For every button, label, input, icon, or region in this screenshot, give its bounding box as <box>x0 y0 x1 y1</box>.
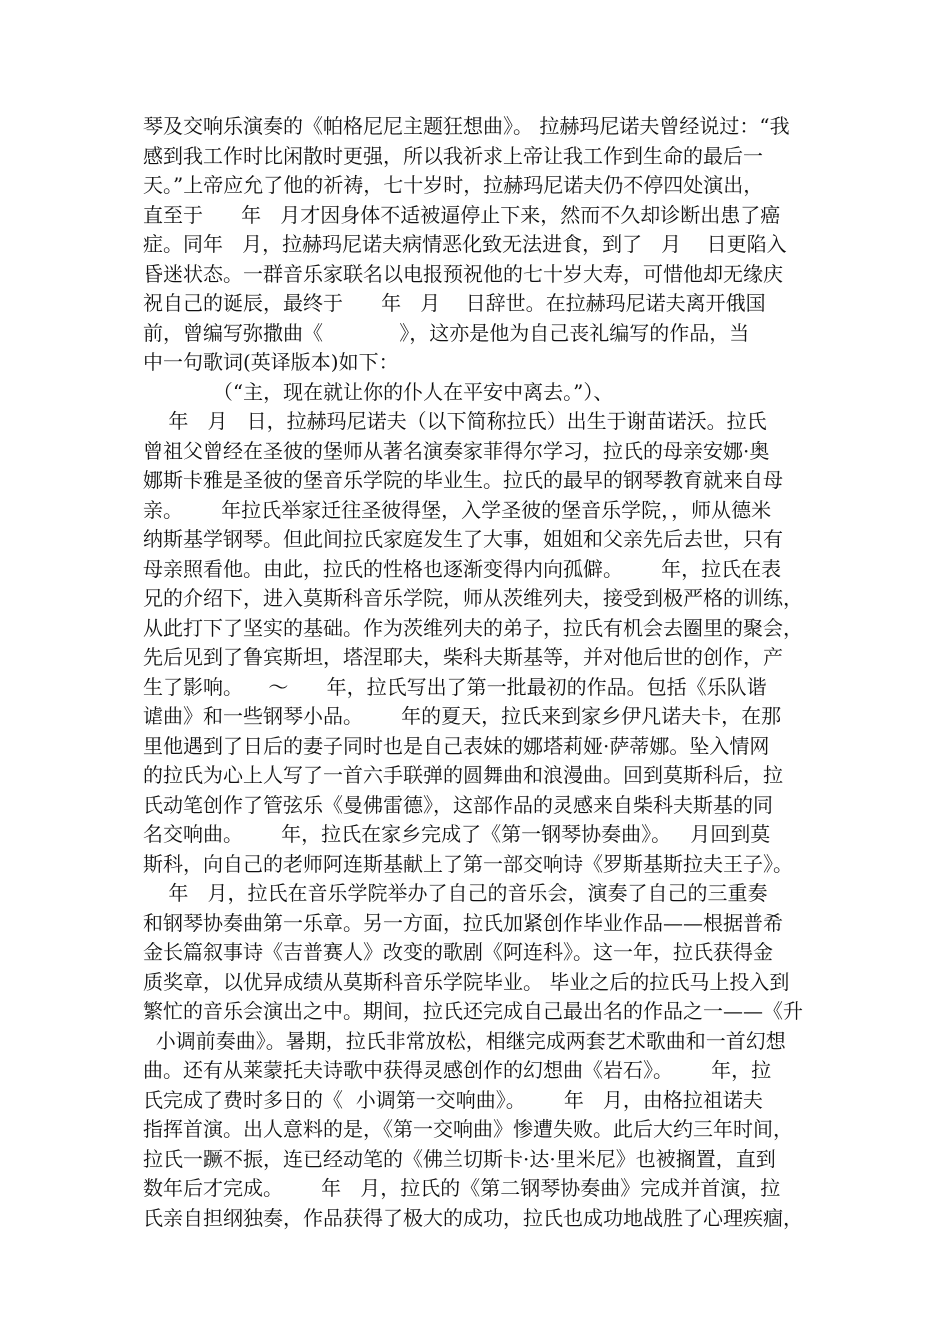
text-line: 的拉氏为心上人写了一首六手联弹的圆舞曲和浪漫曲。回到莫斯科后，拉 <box>143 763 783 787</box>
text-line: 氏完成了费时多日的《 小调第一交响曲》。 年 月，由格拉祖诺夫 <box>143 1087 763 1112</box>
text-line: 斯科，向自己的老师阿连斯基献上了第一部交响诗《罗斯基斯拉夫王子》。 <box>143 851 793 876</box>
text-line: 和钢琴协奏曲第一乐章。另一方面，拉氏加紧创作毕业作品——根据普希 <box>143 910 783 935</box>
text-line: 祝自己的诞辰，最终于 年 月 日辞世。在拉赫玛尼诺夫离开俄国 <box>143 291 766 315</box>
text-line: 质奖章，以优异成绩从莫斯科音乐学院毕业。 毕业之后的拉氏马上投入到 <box>143 969 790 994</box>
text-line: 直至于 年 月才因身体不适被逼停止下来，然而不久却诊断出患了癌 <box>143 202 781 227</box>
text-line: 兄的介绍下，进入莫斯科音乐学院，师从茨维列夫，接受到极严格的训练， <box>143 586 803 610</box>
text-line: 琴及交响乐演奏的《帕格尼尼主题狂想曲》。 拉赫玛尼诺夫曾经说过：“我 <box>143 114 790 138</box>
text-line: 先后见到了鲁宾斯坦，塔涅耶夫，柴科夫斯基等，并对他后世的创作，产 <box>143 645 783 669</box>
text-line: 金长篇叙事诗《吉普赛人》改变的歌剧《阿连科》。这一年，拉氏获得金 <box>143 940 773 964</box>
text-line: 氏动笔创作了管弦乐《曼佛雷德》，这部作品的灵感来自柴科夫斯基的同 <box>143 792 773 817</box>
text-line: 年 月，拉氏在音乐学院举办了自己的音乐会，演奏了自己的三重奏 <box>143 881 768 905</box>
text-line: 数年后才完成。 年 月，拉氏的《第二钢琴协奏曲》完成并首演，拉 <box>143 1176 781 1200</box>
text-line: 感到我工作时比闲散时更强，所以我祈求上帝让我工作到生命的最后一 <box>143 143 763 168</box>
text-line: 昏迷状态。一群音乐家联名以电报预祝他的七十岁大寿，可惜他却无缘庆 <box>143 261 783 286</box>
text-line: 中一句歌词(英译版本)如下： <box>143 350 399 374</box>
text-line: 曲。还有从莱蒙托夫诗歌中获得灵感创作的幻想曲《岩石》。 年，拉 <box>143 1058 772 1082</box>
text-line: 纳斯基学钢琴。但此间拉氏家庭发生了大事，姐姐和父亲先后去世，只有 <box>143 527 783 551</box>
text-line: 母亲照看他。由此，拉氏的性格也逐渐变得内向孤僻。 年，拉氏在表 <box>143 556 782 581</box>
text-line: 小调前奏曲》。暑期，拉氏非常放松，相继完成两套艺术歌曲和一首幻想 <box>143 1028 786 1053</box>
text-line: 繁忙的音乐会演出之中。期间，拉氏还完成自己最出名的作品之一——《升 <box>143 999 803 1023</box>
text-line: 症。同年 月，拉赫玛尼诺夫病情恶化致无法进食，到了 月 日更陷入 <box>143 232 787 256</box>
text-line: 拉氏一蹶不振，连已经动笔的《佛兰切斯卡·达·里米尼》也被搁置，直到 <box>143 1146 776 1171</box>
text-line: 从此打下了坚实的基础。作为茨维列夫的弟子，拉氏有机会去圈里的聚会， <box>143 615 803 640</box>
text-line: 里他遇到了日后的妻子同时也是自己表妹的娜塔莉娅·萨蒂娜。坠入情网 <box>143 733 770 758</box>
text-line: 天。”上帝应允了他的祈祷，七十岁时，拉赫玛尼诺夫仍不停四处演出， <box>143 173 764 197</box>
text-line: 名交响曲。 年，拉氏在家乡完成了《第一钢琴协奏曲》。 月回到莫 <box>143 822 771 846</box>
text-line: 曾祖父曾经在圣彼的堡师从著名演奏家菲得尔学习，拉氏的母亲安娜·奥 <box>143 438 770 463</box>
text-line: 谑曲》和一些钢琴小品。 年的夏天，拉氏来到家乡伊凡诺夫卡，在那 <box>143 704 782 728</box>
text-line: 亲。 年拉氏举家迁往圣彼得堡，入学圣彼的堡音乐学院，，师从德米 <box>143 497 772 522</box>
body-text <box>143 112 813 1233</box>
text-line: 生了影响。 ～ 年，拉氏写出了第一批最初的作品。包括《乐队谐 <box>143 674 767 699</box>
text-line: （“主，现在就让你的仆人在平安中离去。”）、 <box>143 379 614 404</box>
text-line: 年 月 日，拉赫玛尼诺夫（以下简称拉氏）出生于谢苗诺沃。拉氏 <box>143 409 767 433</box>
text-line: 指挥首演。出人意料的是，《第一交响曲》惨遭失败。此后大约三年时间， <box>143 1117 793 1141</box>
text-line: 前，曾编写弥撒曲《 》，这亦是他为自己丧礼编写的作品，当 <box>143 320 750 345</box>
text-line: 氏亲自担纲独奏，作品获得了极大的成功，拉氏也成功地战胜了心理疾痼， <box>143 1205 803 1230</box>
text-line: 娜斯卡雅是圣彼的堡音乐学院的毕业生。拉氏的最早的钢琴教育就来自母 <box>143 468 783 492</box>
